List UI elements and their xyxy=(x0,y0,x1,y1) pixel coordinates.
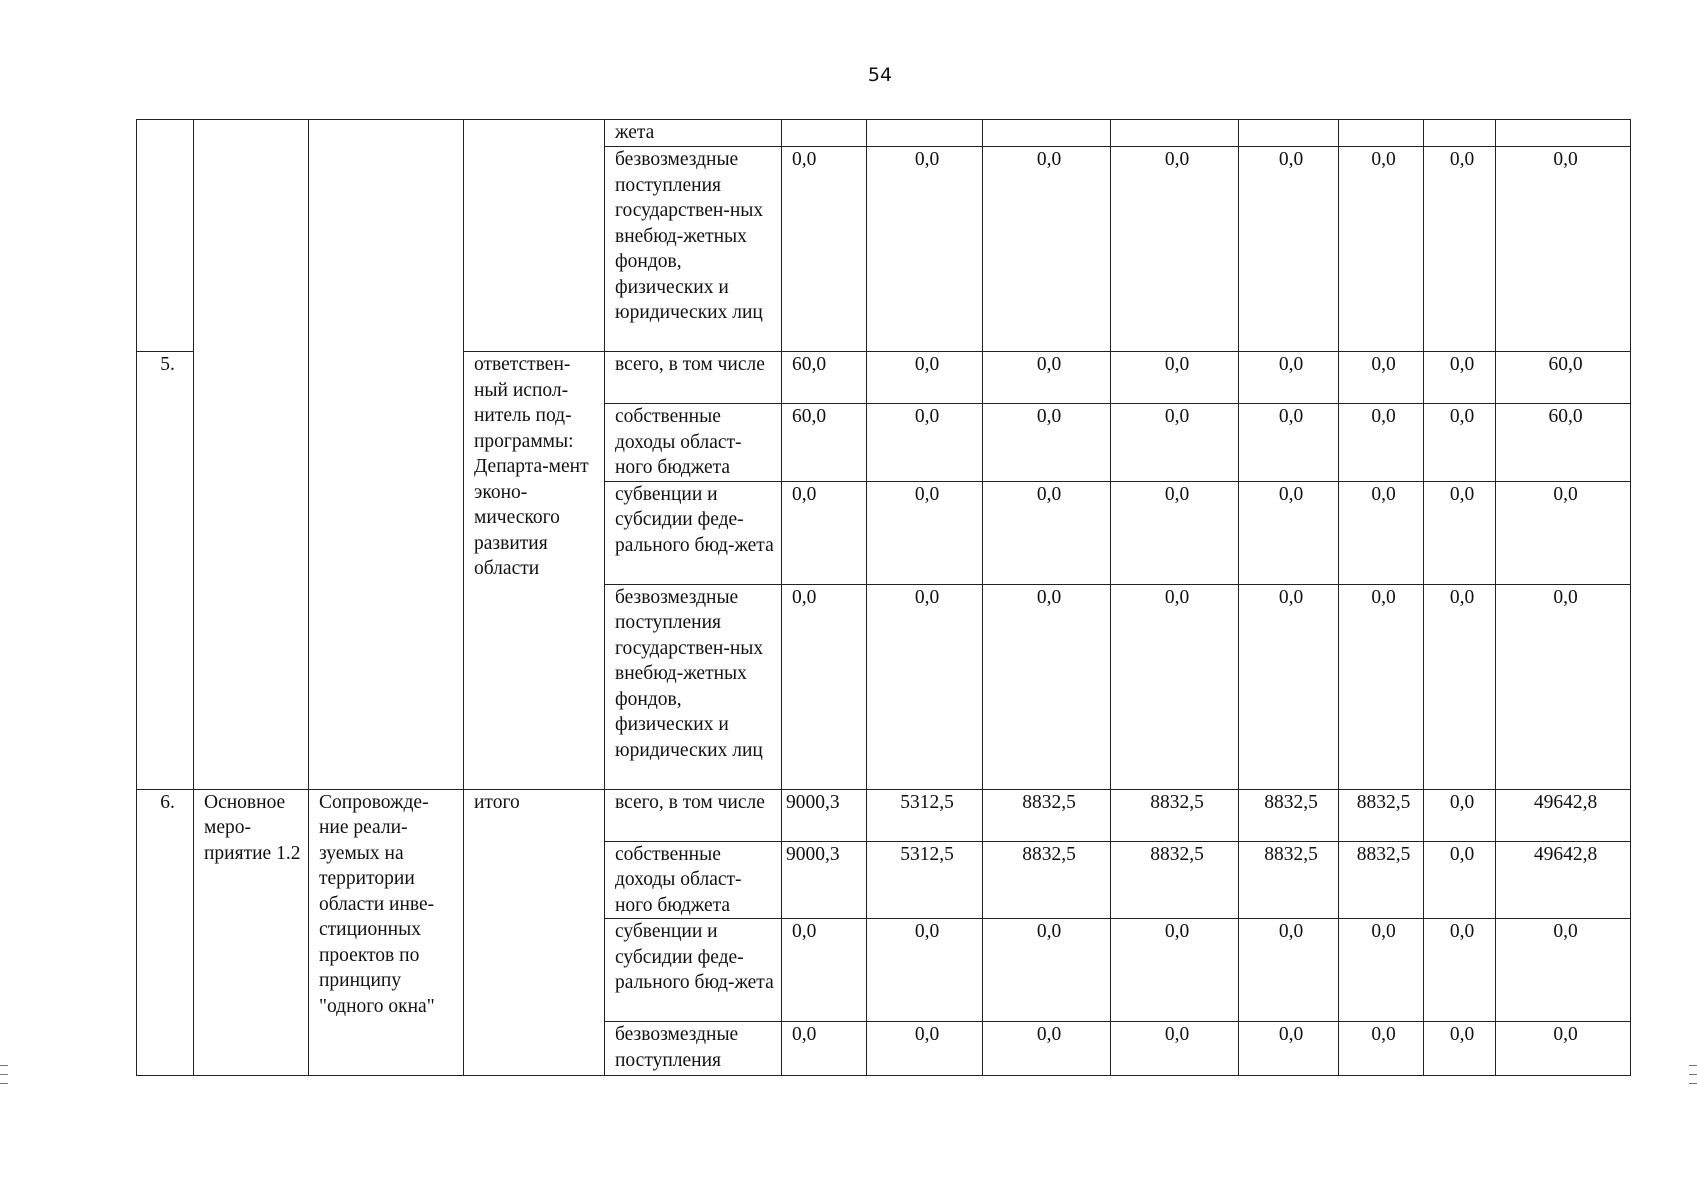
cell-value: 0,0 xyxy=(1239,147,1339,352)
cell-value: 0,0 xyxy=(1424,1022,1496,1076)
cell-name: Сопровожде-ние реали-зуемых на территории области инве-стиционных проектов по принципу "одного окна" xyxy=(309,789,464,1076)
cell-value: 0,0 xyxy=(782,481,867,584)
cell-value xyxy=(867,120,983,147)
scan-edge-mark xyxy=(1689,1065,1697,1066)
cell-value: 0,0 xyxy=(983,481,1111,584)
cell-executor: итого xyxy=(464,789,605,1076)
cell-source: безвозмездные поступления государствен-ных внебюд-жетных фондов, физических и юридических лиц xyxy=(605,147,782,352)
cell-source: собственные доходы област-ного бюджета xyxy=(605,841,782,919)
cell-value: 8832,5 xyxy=(1339,841,1424,919)
cell-value: 60,0 xyxy=(782,404,867,482)
cell-value: 49642,8 xyxy=(1496,789,1631,841)
cell-value: 0,0 xyxy=(1424,584,1496,789)
cell-value: 0,0 xyxy=(1424,147,1496,352)
scan-edge-mark xyxy=(0,1083,8,1084)
cell-value: 8832,5 xyxy=(1111,789,1239,841)
row-number: 6. xyxy=(137,789,194,1076)
cell-source: собственные доходы област-ного бюджета xyxy=(605,404,782,482)
cell-value: 0,0 xyxy=(1339,1022,1424,1076)
cell-value: 0,0 xyxy=(867,919,983,1022)
cell-value: 8832,5 xyxy=(1239,789,1339,841)
cell-value: 0,0 xyxy=(1424,404,1496,482)
cell-value: 0,0 xyxy=(1496,919,1631,1022)
table-row xyxy=(137,789,1631,841)
cell-value xyxy=(1239,120,1339,147)
cell-value: 0,0 xyxy=(1496,147,1631,352)
cell-value: 8832,5 xyxy=(983,789,1111,841)
cell-value: 0,0 xyxy=(1239,919,1339,1022)
cell-executor: ответствен-ный испол-нитель под-программы: Департа-мент эконо-мического развития области xyxy=(464,352,605,790)
cell-value: 0,0 xyxy=(1496,1022,1631,1076)
cell-value: 0,0 xyxy=(1239,481,1339,584)
cell-value: 0,0 xyxy=(1239,352,1339,404)
cell-value xyxy=(1424,120,1496,147)
cell-value: 0,0 xyxy=(1111,584,1239,789)
cell-value: 0,0 xyxy=(1339,147,1424,352)
cell-value: 0,0 xyxy=(782,147,867,352)
cell-value: 0,0 xyxy=(1239,584,1339,789)
cell-value: 0,0 xyxy=(1111,404,1239,482)
cell-value: 60,0 xyxy=(1496,352,1631,404)
cell-value: 0,0 xyxy=(983,147,1111,352)
scan-edge-mark xyxy=(1689,1083,1697,1084)
cell-value: 0,0 xyxy=(983,919,1111,1022)
cell-kind xyxy=(194,120,309,790)
cell-source: субвенции и субсидии феде-рального бюд-жета xyxy=(605,919,782,1022)
cell-value: 8832,5 xyxy=(1111,841,1239,919)
cell-value: 0,0 xyxy=(1111,919,1239,1022)
table-row xyxy=(137,120,1631,147)
cell-value: 0,0 xyxy=(1424,841,1496,919)
cell-value: 0,0 xyxy=(867,1022,983,1076)
cell-name xyxy=(309,120,464,790)
cell-source: субвенции и субсидии феде-рального бюд-жета xyxy=(605,481,782,584)
cell-value: 0,0 xyxy=(1239,1022,1339,1076)
cell-idx xyxy=(137,120,194,352)
cell-value xyxy=(1339,120,1424,147)
funding-table xyxy=(136,119,1631,1076)
cell-value: 0,0 xyxy=(1339,404,1424,482)
cell-source: безвозмездные поступления xyxy=(605,1022,782,1076)
cell-value: 0,0 xyxy=(1339,352,1424,404)
cell-value: 0,0 xyxy=(1339,919,1424,1022)
cell-value: 0,0 xyxy=(1424,919,1496,1022)
cell-value: 60,0 xyxy=(782,352,867,404)
scan-edge-mark xyxy=(1689,1074,1697,1075)
cell-value: 0,0 xyxy=(782,1022,867,1076)
cell-value: 5312,5 xyxy=(867,841,983,919)
cell-value: 9000,3 xyxy=(782,789,867,841)
cell-source: всего, в том числе xyxy=(605,789,782,841)
cell-value xyxy=(782,120,867,147)
cell-value: 0,0 xyxy=(782,919,867,1022)
row-number: 5. xyxy=(137,352,194,790)
cell-value xyxy=(983,120,1111,147)
cell-value: 0,0 xyxy=(1496,584,1631,789)
cell-value: 0,0 xyxy=(867,404,983,482)
cell-value: 0,0 xyxy=(1111,1022,1239,1076)
cell-value: 0,0 xyxy=(983,352,1111,404)
scan-edge-mark xyxy=(0,1074,8,1075)
cell-source: всего, в том числе xyxy=(605,352,782,404)
cell-value: 0,0 xyxy=(1424,789,1496,841)
cell-value: 0,0 xyxy=(1239,404,1339,482)
cell-value: 0,0 xyxy=(1424,481,1496,584)
cell-value: 0,0 xyxy=(1111,352,1239,404)
cell-value: 0,0 xyxy=(983,404,1111,482)
cell-value: 5312,5 xyxy=(867,789,983,841)
cell-value: 9000,3 xyxy=(782,841,867,919)
cell-value: 0,0 xyxy=(1111,147,1239,352)
cell-value: 0,0 xyxy=(983,584,1111,789)
cell-source: жета xyxy=(605,120,782,147)
cell-value: 0,0 xyxy=(867,147,983,352)
cell-value: 0,0 xyxy=(1339,584,1424,789)
cell-value xyxy=(1496,120,1631,147)
cell-value xyxy=(1111,120,1239,147)
cell-value: 0,0 xyxy=(983,1022,1111,1076)
cell-value: 0,0 xyxy=(1339,481,1424,584)
cell-value: 0,0 xyxy=(1111,481,1239,584)
cell-kind: Основное меро-приятие 1.2 xyxy=(194,789,309,1076)
cell-value: 49642,8 xyxy=(1496,841,1631,919)
cell-value: 8832,5 xyxy=(1339,789,1424,841)
cell-value: 8832,5 xyxy=(983,841,1111,919)
cell-value: 0,0 xyxy=(1424,352,1496,404)
cell-value: 8832,5 xyxy=(1239,841,1339,919)
page-number: 54 xyxy=(867,64,893,86)
cell-source: безвозмездные поступления государствен-ных внебюд-жетных фондов, физических и юридических лиц xyxy=(605,584,782,789)
scan-edge-mark xyxy=(0,1065,8,1066)
cell-value: 0,0 xyxy=(1496,481,1631,584)
cell-value: 60,0 xyxy=(1496,404,1631,482)
cell-value: 0,0 xyxy=(867,352,983,404)
cell-value: 0,0 xyxy=(782,584,867,789)
cell-value: 0,0 xyxy=(867,584,983,789)
cell-value: 0,0 xyxy=(867,481,983,584)
cell-executor xyxy=(464,120,605,352)
